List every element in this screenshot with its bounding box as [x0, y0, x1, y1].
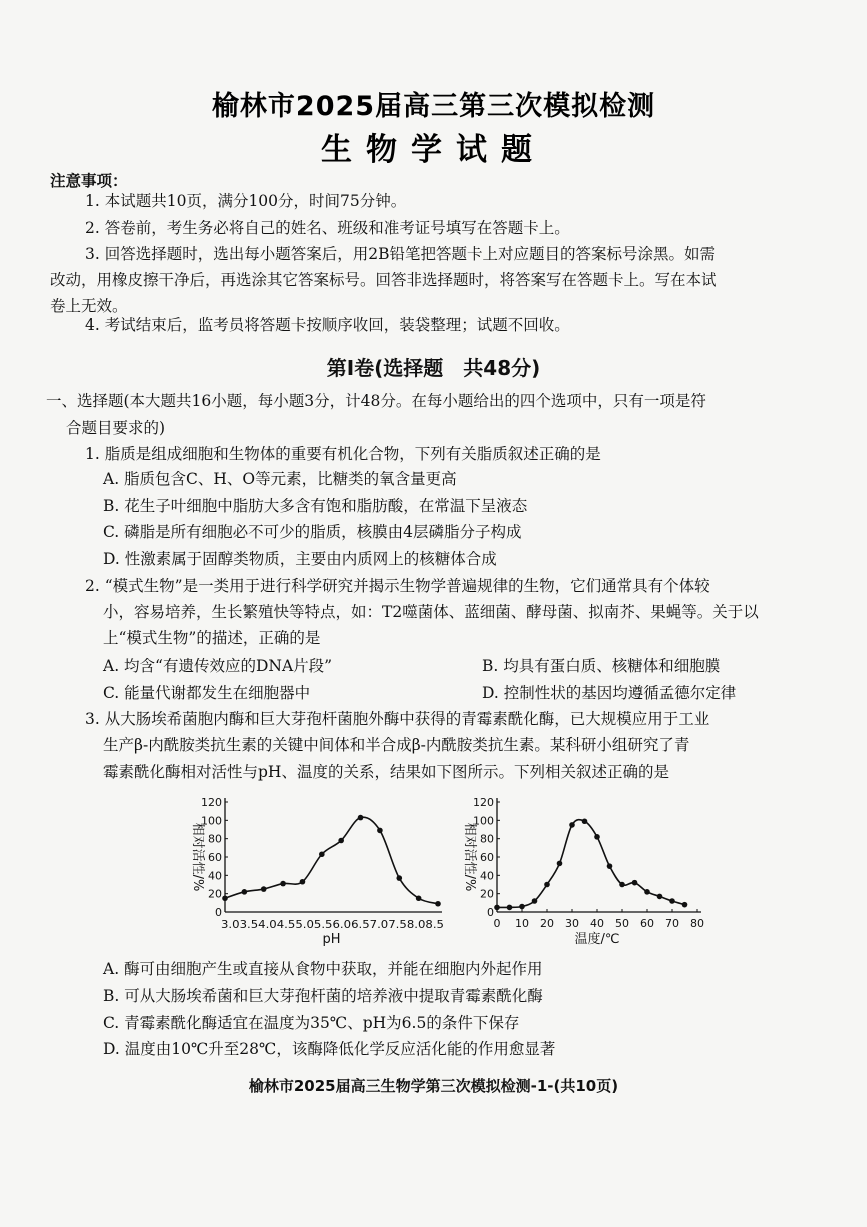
- data-point: [619, 882, 625, 888]
- data-point: [657, 894, 663, 900]
- x-tick-label: 80: [690, 917, 704, 930]
- y-tick-label: 0: [215, 906, 222, 919]
- x-tick-label: 50: [615, 917, 629, 930]
- x-axis-label: pH: [322, 932, 341, 947]
- data-point: [300, 879, 306, 885]
- part-intro: 合题目要求的): [66, 419, 166, 437]
- data-point: [280, 881, 286, 887]
- data-point: [519, 904, 525, 910]
- q3-option-d: D. 温度由10℃升至28℃，该酶降低化学反应活化能的作用愈显著: [103, 1040, 556, 1058]
- q2-option-d: D. 控制性状的基因均遵循孟德尔定律: [482, 684, 737, 702]
- y-tick-label: 60: [480, 851, 494, 864]
- q2-option-c: C. 能量代谢都发生在细胞器中: [103, 684, 311, 702]
- y-tick-label: 120: [201, 796, 222, 809]
- y-tick-label: 0: [487, 906, 494, 919]
- data-point: [222, 895, 228, 901]
- data-point: [607, 863, 613, 869]
- q3-option-a: A. 酶可由细胞产生或直接从食物中获取，并能在细胞内外起作用: [103, 960, 543, 978]
- data-point: [582, 818, 588, 824]
- y-tick-label: 100: [473, 814, 494, 828]
- q3-option-c: C. 青霉素酰化酶适宜在温度为35℃、pH为6.5的条件下保存: [103, 1014, 520, 1032]
- q2-stem: 上“模式生物”的描述，正确的是: [103, 629, 321, 647]
- q1-option-c: C. 磷脂是所有细胞必不可少的脂质，核膜由4层磷脂分子构成: [103, 523, 522, 541]
- y-tick-label: 60: [208, 851, 222, 864]
- q2-option-a: A. 均含“有遗传效应的DNA片段”: [103, 657, 333, 675]
- x-tick-label: 70: [665, 917, 679, 930]
- exam-subtitle: 生物学试题: [321, 132, 546, 168]
- notice-item: 3. 回答选择题时，选出每小题答案后，用2B铅笔把答题卡上对应题目的答案标号涂黑。如需: [85, 245, 715, 263]
- activity-curve: [225, 817, 438, 904]
- data-point: [396, 875, 402, 881]
- data-point: [435, 901, 441, 907]
- temperature-activity-chart: [455, 790, 715, 950]
- q2-stem: 小，容易培养，生长繁殖快等特点，如：T2噬菌体、蓝细菌、酵母菌、拟南芥、果蝇等。关于以: [103, 603, 759, 621]
- notice-item: 卷上无效。: [50, 297, 128, 315]
- x-tick-label: 10: [515, 917, 529, 930]
- data-point: [358, 815, 364, 821]
- y-axis-label: 相对活性/%: [190, 822, 205, 892]
- page-footer: 榆林市2025届高三生物学第三次模拟检测-1-(共10页): [248, 1077, 619, 1095]
- q2-stem: 2. “模式生物”是一类用于进行科学研究并揭示生物学普遍规律的生物，它们通常具有个体较: [85, 577, 710, 595]
- data-point: [594, 834, 600, 840]
- x-tick-label: 60: [640, 917, 654, 930]
- q3-stem: 生产β-内酰胺类抗生素的关键中间体和半合成β-内酰胺类抗生素。某科研小组研究了青: [103, 736, 690, 754]
- data-point: [338, 838, 344, 844]
- y-tick-label: 80: [480, 832, 494, 846]
- data-point: [569, 822, 575, 828]
- q1-option-d: D. 性激素属于固醇类物质，主要由内质网上的核糖体合成: [103, 550, 497, 568]
- x-tick-labels: 3.03.54.04.55.05.56.06.57.07.58.08.5: [221, 918, 444, 931]
- y-axis-label: 相对活性/%: [462, 822, 477, 892]
- q3-stem: 霉素酰化酶相对活性与pH、温度的关系，结果如下图所示。下列相关叙述正确的是: [103, 763, 669, 781]
- notice-heading: 注意事项：: [50, 172, 128, 190]
- data-point: [507, 905, 513, 911]
- data-point: [319, 851, 325, 857]
- part-intro: 一、选择题(本大题共16小题，每小题3分，计48分。在每小题给出的四个选项中，只有一项是符: [46, 392, 706, 410]
- data-point: [682, 902, 688, 908]
- data-point: [416, 895, 422, 901]
- data-point: [494, 905, 500, 911]
- y-tick-label: 100: [201, 814, 222, 828]
- notice-item: 2. 答卷前，考生务必将自己的姓名、班级和准考证号填写在答题卡上。: [85, 219, 570, 237]
- y-tick-label: 40: [208, 869, 222, 883]
- notice-item: 改动，用橡皮擦干净后，再选涂其它答案标号。回答非选择题时，将答案写在答题卡上。写在本试: [50, 271, 717, 289]
- y-tick-label: 80: [208, 832, 222, 846]
- data-point: [544, 882, 550, 888]
- activity-curve: [497, 820, 685, 908]
- x-tick-label: 0: [493, 917, 501, 930]
- data-point: [669, 898, 675, 904]
- data-point: [557, 861, 563, 867]
- x-axis-label: 温度/℃: [574, 932, 620, 947]
- q3-stem: 3. 从大肠埃希菌胞内酶和巨大芽孢杆菌胞外酶中获得的青霉素酰化酶，已大规模应用于工业: [85, 710, 710, 728]
- ph-activity-chart: [182, 790, 457, 950]
- y-tick-label: 40: [480, 869, 494, 883]
- x-tick-label: 20: [540, 917, 554, 930]
- data-point: [261, 886, 267, 892]
- q1-option-a: A. 脂质包含C、H、O等元素，比糖类的氧含量更高: [103, 470, 457, 488]
- data-point: [242, 889, 248, 895]
- notice-item: 4. 考试结束后，监考员将答题卡按顺序收回，装袋整理；试题不回收。: [85, 316, 570, 334]
- data-point: [632, 880, 638, 886]
- notice-item: 1. 本试题共10页，满分100分，时间75分钟。: [85, 192, 407, 210]
- y-tick-label: 20: [480, 887, 494, 901]
- q1-option-b: B. 花生子叶细胞中脂肪大多含有饱和脂肪酸，在常温下呈液态: [103, 497, 528, 515]
- q1-stem: 1. 脂质是组成细胞和生物体的重要有机化合物，下列有关脂质叙述正确的是: [85, 445, 601, 463]
- q3-option-b: B. 可从大肠埃希菌和巨大芽孢杆菌的培养液中提取青霉素酰化酶: [103, 987, 543, 1005]
- exam-title: 榆林市2025届高三第三次模拟检测: [211, 91, 656, 122]
- data-point: [377, 828, 383, 834]
- q2-option-b: B. 均具有蛋白质、核糖体和细胞膜: [482, 657, 721, 675]
- x-tick-label: 40: [590, 917, 604, 930]
- x-tick-label: 30: [565, 917, 579, 930]
- y-tick-label: 20: [208, 887, 222, 901]
- data-point: [532, 898, 538, 904]
- y-tick-label: 120: [473, 796, 494, 809]
- data-point: [644, 889, 650, 895]
- section-title: 第Ⅰ卷(选择题 共48分): [326, 356, 541, 380]
